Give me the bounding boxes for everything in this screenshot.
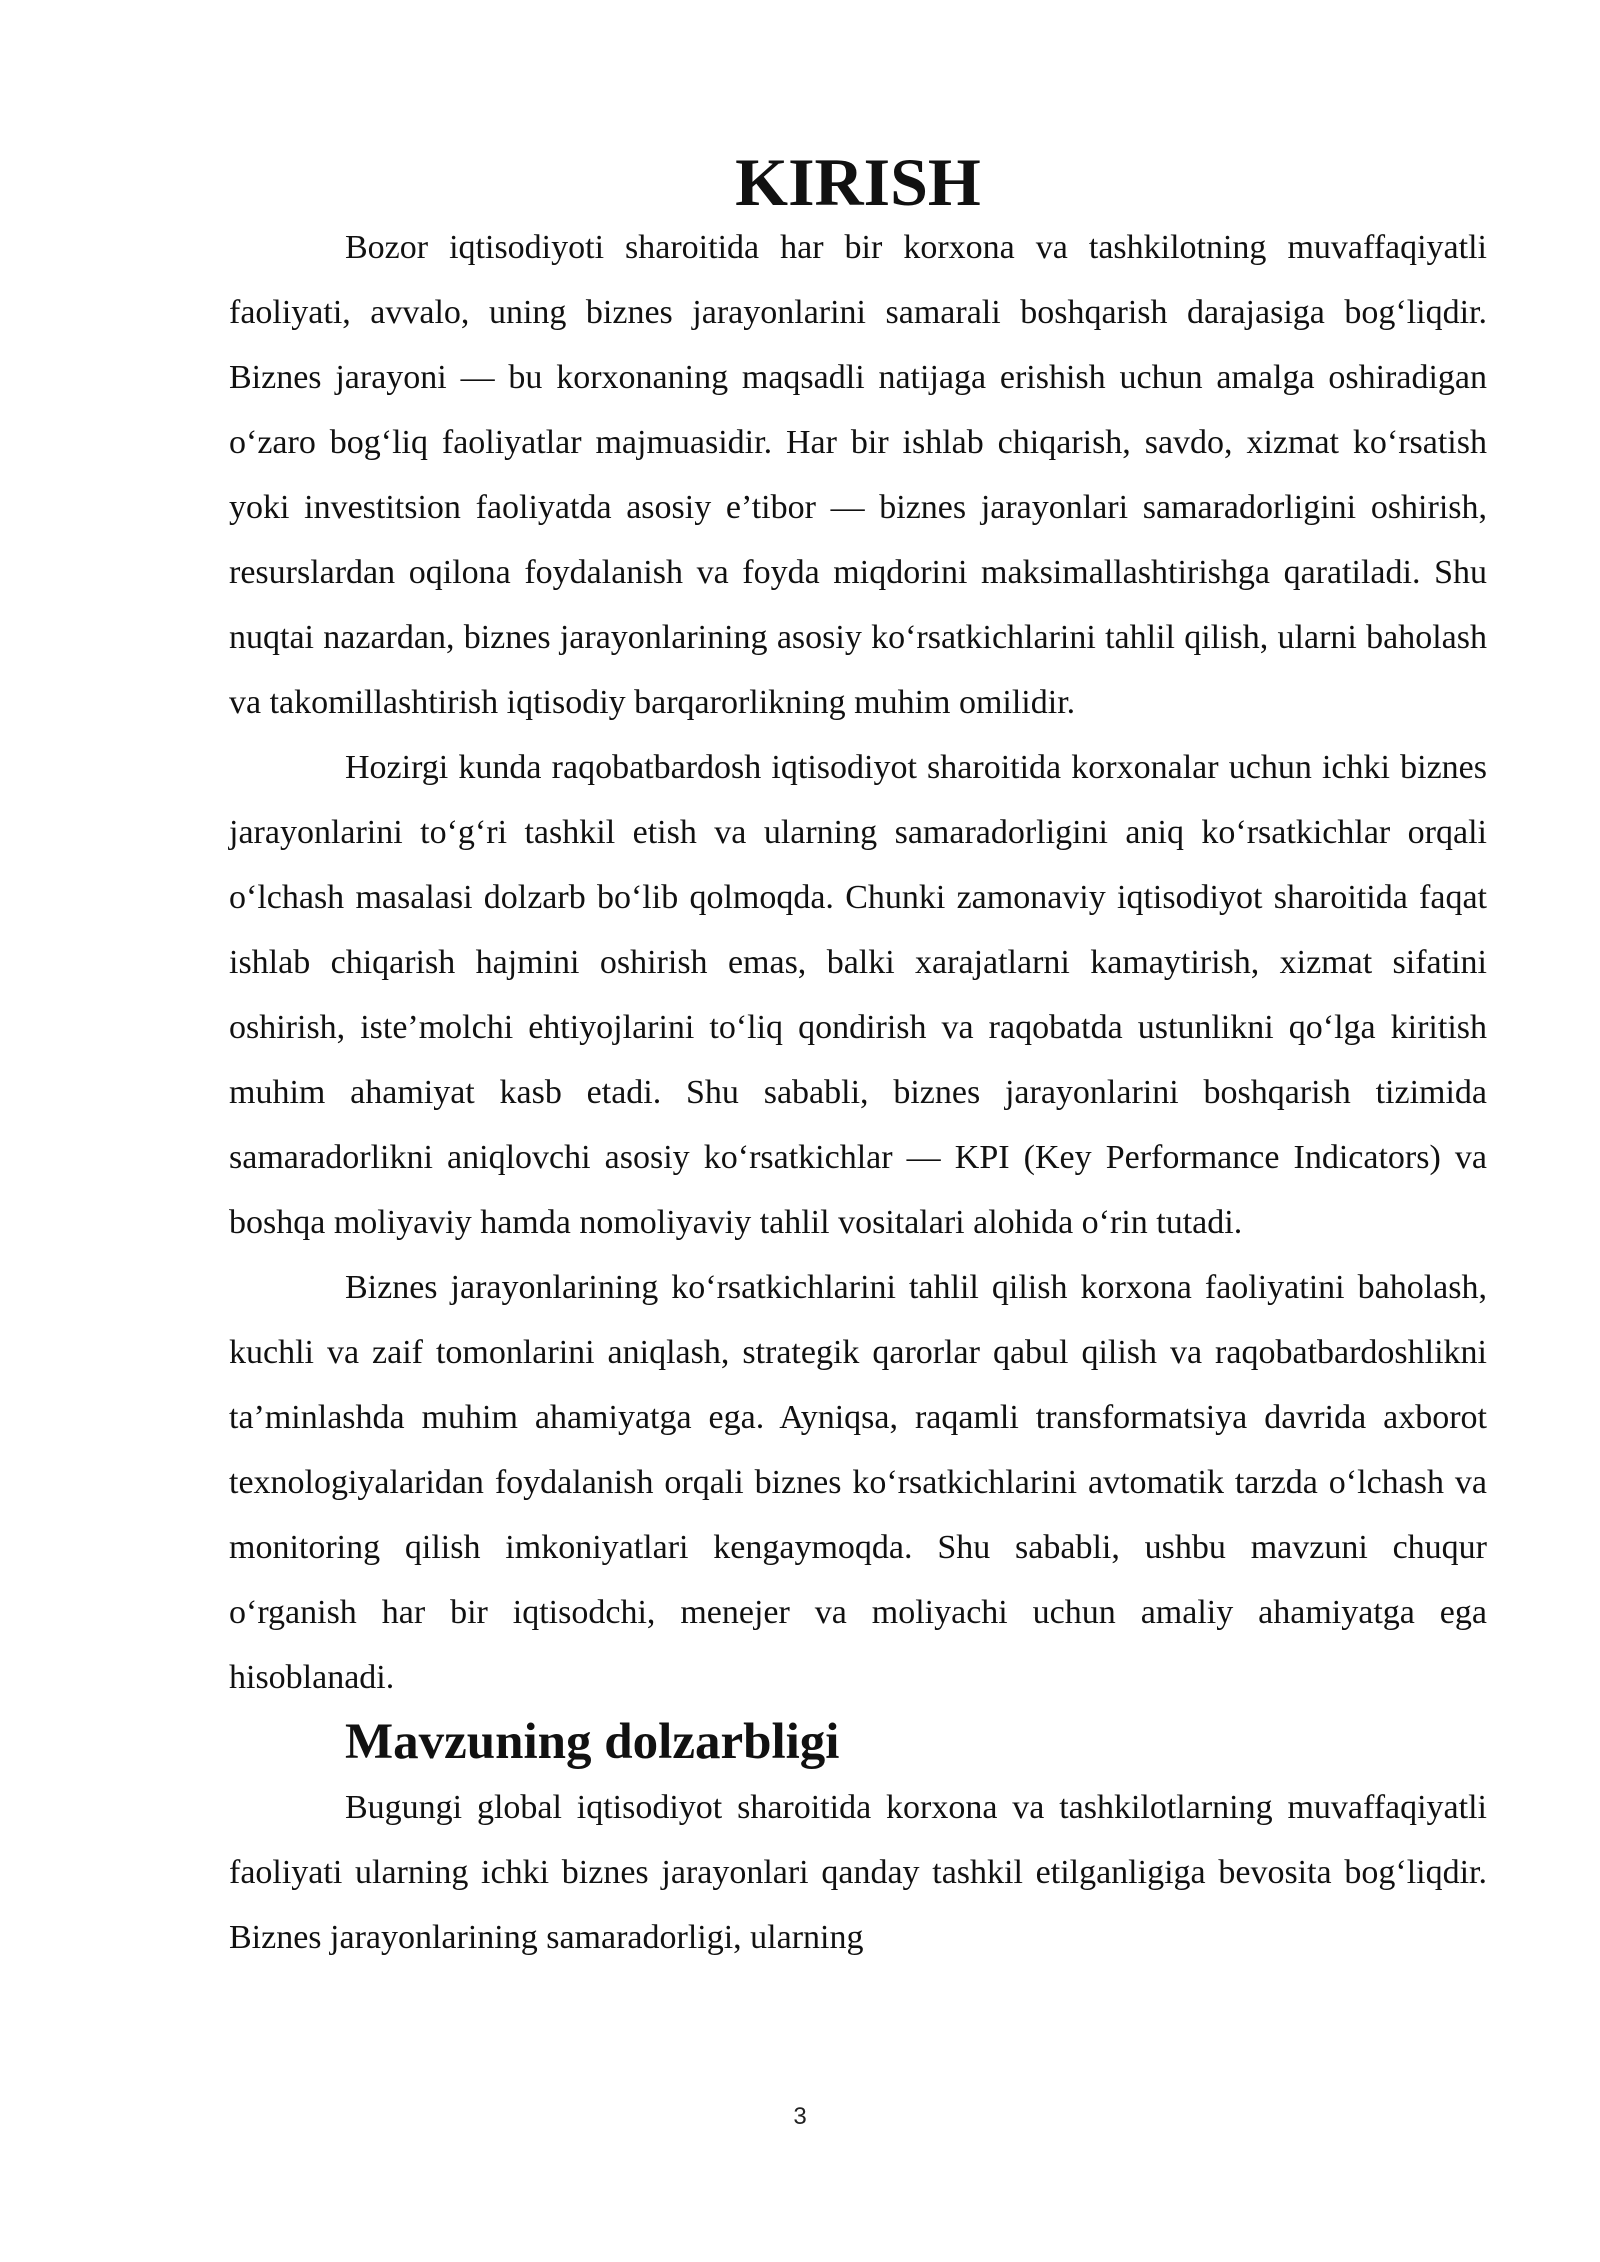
paragraph-1: Bozor iqtisodiyoti sharoitida har bir korxona va tashkilotning muvaffaqiyatli faoliyati, avvalo, uning biznes jarayonlarini samarali boshqarish darajasiga bog‘liqdir. Biznes jarayoni — bu korxonaning maqsadli natijaga erishish uchun amalga oshiradigan o‘zaro bog‘liq faoliyatlar majmuasidir. Har bir ishlab chiqarish, savdo, xizmat ko‘rsatish yoki investitsion faoliyatda asosiy e’tibor — biznes jarayonlari samaradorligini oshirish, resurslardan oqilona foydalanish va foyda miqdorini maksimallashtirishga qaratiladi. Shu nuqtai nazardan, biznes jarayonlarining asosiy ko‘rsatkichlarini tahlil qilish, ularni baholash va takomillashtirish iqtisodiy barqarorlikning muhim omilidir. (229, 229, 1487, 721)
page-content (229, 144, 1487, 1970)
paragraph-4: Bugungi global iqtisodiyot sharoitida korxona va tashkilotlarning muvaffaqiyatli faoliyati ularning ichki biznes jarayonlari qanday tashkil etilganligiga bevosita bog‘liqdir. Biznes jarayonlarining samaradorligi, ularning (229, 1789, 1487, 1956)
paragraph-3: Biznes jarayonlarining ko‘rsatkichlarini tahlil qilish korxona faoliyatini baholash, kuchli va zaif tomonlarini aniqlash, strategik qarorlar qabul qilish va raqobatbardoshlikni ta’minlashda muhim ahamiyatga ega. Ayniqsa, raqamli transformatsiya davrida axborot texnologiyalaridan foydalanish orqali biznes ko‘rsatkichlarini avtomatik tarzda o‘lchash va monitoring qilish imkoniyatlari kengaymoqda. Shu sababli, ushbu mavzuni chuqur o‘rganish har bir iqtisodchi, menejer va moliyachi uchun amaliy ahamiyatga ega hisoblanadi. (229, 1269, 1487, 1696)
paragraph-2: Hozirgi kunda raqobatbardosh iqtisodiyot sharoitida korxonalar uchun ichki biznes jarayonlarini to‘g‘ri tashkil etish va ularning samaradorligini aniq ko‘rsatkichlar orqali o‘lchash masalasi dolzarb bo‘lib qolmoqda. Chunki zamonaviy iqtisodiyot sharoitida faqat ishlab chiqarish hajmini oshirish emas, balki xarajatlarni kamaytirish, xizmat sifatini oshirish, iste’molchi ehtiyojlarini to‘liq qondirish va raqobatda ustunlikni qo‘lga kiritish muhim ahamiyat kasb etadi. Shu sababli, biznes jarayonlarini boshqarish tizimida samaradorlikni aniqlovchi asosiy ko‘rsatkichlar — KPI (Key Performance Indicators) va boshqa moliyaviy hamda nomoliyaviy tahlil vositalari alohida o‘rin tutadi. (229, 749, 1487, 1241)
subsection-heading: Mavzuning dolzarbligi (345, 1714, 840, 1770)
section-title: KIRISH (735, 144, 981, 220)
page-number: 3 (793, 2103, 807, 2130)
